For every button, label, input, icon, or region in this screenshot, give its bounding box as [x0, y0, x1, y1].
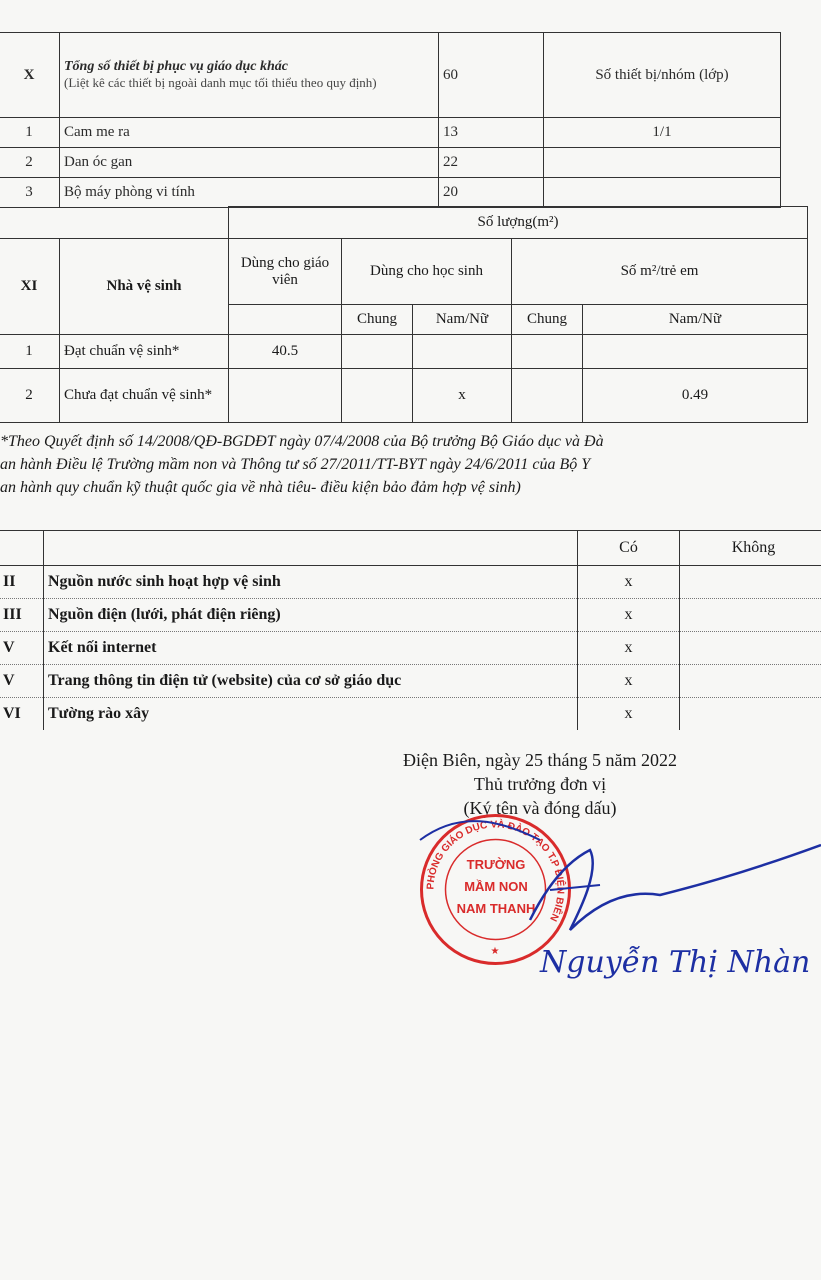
row-number: II — [0, 566, 44, 599]
toilet-table — [0, 206, 808, 423]
footnote-line: an hành Điều lệ Trường mầm non và Thông tư số 27/2011/TT-BYT ngày 24/6/2011 của Bộ Y — [0, 456, 591, 473]
utility-label: Kết nối internet — [44, 632, 578, 665]
blank-cell — [229, 305, 342, 335]
utility-yes: x — [578, 566, 680, 599]
table-row — [0, 566, 821, 599]
perchild-namnu-value: 0.49 — [583, 369, 808, 423]
utility-label: Tường rào xây — [44, 698, 578, 731]
utility-label: Trang thông tin điện tử (website) của cơ sở giáo dục — [44, 665, 578, 698]
equipment-ratio — [544, 148, 781, 178]
section-x-number: X — [0, 33, 60, 118]
section-xi-title: Nhà vệ sinh — [60, 239, 229, 335]
equipment-qty: 22 — [439, 148, 544, 178]
row-number: V — [0, 632, 44, 665]
utility-yes: x — [578, 698, 680, 731]
row-number: 3 — [0, 178, 60, 208]
utility-yes: x — [578, 599, 680, 632]
svg-text:★: ★ — [490, 946, 500, 957]
utility-no — [680, 665, 821, 698]
table-row — [0, 632, 821, 665]
row-number: 1 — [0, 118, 60, 148]
toilet-type: Đạt chuẩn vệ sinh* — [60, 335, 229, 369]
row-number: 2 — [0, 369, 60, 423]
table-row — [0, 335, 808, 369]
perchild-chung-value — [512, 369, 583, 423]
students-namnu-value: x — [413, 369, 512, 423]
row-number: V — [0, 665, 44, 698]
table-row — [0, 698, 821, 731]
no-col-header: Không — [680, 531, 821, 566]
equipment-qty: 20 — [439, 178, 544, 208]
per-child-col-header: Số m²/trẻ em — [512, 239, 808, 305]
equipment-ratio: 1/1 — [544, 118, 781, 148]
section-x-total: 60 — [439, 33, 544, 118]
utility-yes: x — [578, 632, 680, 665]
footnote-line: *Theo Quyết định số 14/2008/QĐ-BGDĐT ngày 07/4/2008 của Bộ trưởng Bộ Giáo dục và Đà — [0, 433, 604, 450]
students-col-header: Dùng cho học sinh — [342, 239, 512, 305]
students-chung-header: Chung — [342, 305, 413, 335]
section-xi-number: XI — [0, 239, 60, 335]
table-row — [0, 118, 781, 148]
table-row — [0, 148, 781, 178]
students-namnu-value — [413, 335, 512, 369]
row-number: III — [0, 599, 44, 632]
utilities-table — [0, 530, 821, 730]
row-number: VI — [0, 698, 44, 731]
utility-no — [680, 566, 821, 599]
table-row — [0, 369, 808, 423]
table-row — [0, 665, 821, 698]
equipment-table — [0, 32, 781, 208]
section-x-unit-header: Số thiết bị/nhóm (lớp) — [544, 33, 781, 118]
table-row — [0, 178, 781, 208]
utility-no — [680, 599, 821, 632]
section-x-title: Tổng số thiết bị phục vụ giáo dục khác — [64, 59, 289, 74]
section-x-title-cell — [60, 33, 439, 118]
toilet-type: Chưa đạt chuẩn vệ sinh* — [60, 369, 229, 423]
equipment-name: Dan óc gan — [60, 148, 439, 178]
signer-name: Nguyễn Thị Nhàn — [540, 945, 811, 980]
signer-role: Thủ trưởng đơn vị — [473, 774, 607, 794]
qty-header: Số lượng(m²) — [229, 207, 808, 239]
perchild-namnu-value — [583, 335, 808, 369]
blank-cell — [0, 531, 44, 566]
perchild-chung-value — [512, 335, 583, 369]
teacher-value: 40.5 — [229, 335, 342, 369]
footnote-line: an hành quy chuẩn kỹ thuật quốc gia về nhà tiêu- điều kiện bảo đảm hợp vệ sinh) — [0, 479, 521, 496]
students-chung-value — [342, 335, 413, 369]
row-number: 1 — [0, 335, 60, 369]
table-row — [0, 599, 821, 632]
stamp-arc-text: PHÒNG GIÁO DỤC VÀ ĐÀO TẠO T.P ĐIỆN BIÊN — [425, 819, 566, 923]
equipment-name: Bộ máy phòng vi tính — [60, 178, 439, 208]
row-number: 2 — [0, 148, 60, 178]
blank-cell — [0, 207, 229, 239]
teacher-col-header: Dùng cho giáo viên — [229, 239, 342, 305]
perchild-chung-header: Chung — [512, 305, 583, 335]
blank-cell — [44, 531, 578, 566]
utility-no — [680, 632, 821, 665]
perchild-namnu-header: Nam/Nữ — [583, 305, 808, 335]
equipment-ratio — [544, 178, 781, 208]
sign-instruction: (Ký tên và đóng dấu) — [463, 798, 617, 818]
equipment-name: Cam me ra — [60, 118, 439, 148]
equipment-qty: 13 — [439, 118, 544, 148]
students-namnu-header: Nam/Nữ — [413, 305, 512, 335]
utility-label: Nguồn nước sinh hoạt hợp vệ sinh — [44, 566, 578, 599]
utility-label: Nguồn điện (lưới, phát điện riêng) — [44, 599, 578, 632]
utility-yes: x — [578, 665, 680, 698]
students-chung-value — [342, 369, 413, 423]
section-x-subtitle: (Liệt kê các thiết bị ngoài danh mục tối thiểu theo quy định) — [64, 75, 377, 90]
stamp-center-text: TRƯỜNG MẦM NON NAM THANH — [456, 857, 536, 916]
utility-no — [680, 698, 821, 731]
teacher-value — [229, 369, 342, 423]
date-line: Điện Biên, ngày 25 tháng 5 năm 2022 — [403, 750, 677, 770]
yes-col-header: Có — [578, 531, 680, 566]
footnote — [0, 430, 821, 499]
